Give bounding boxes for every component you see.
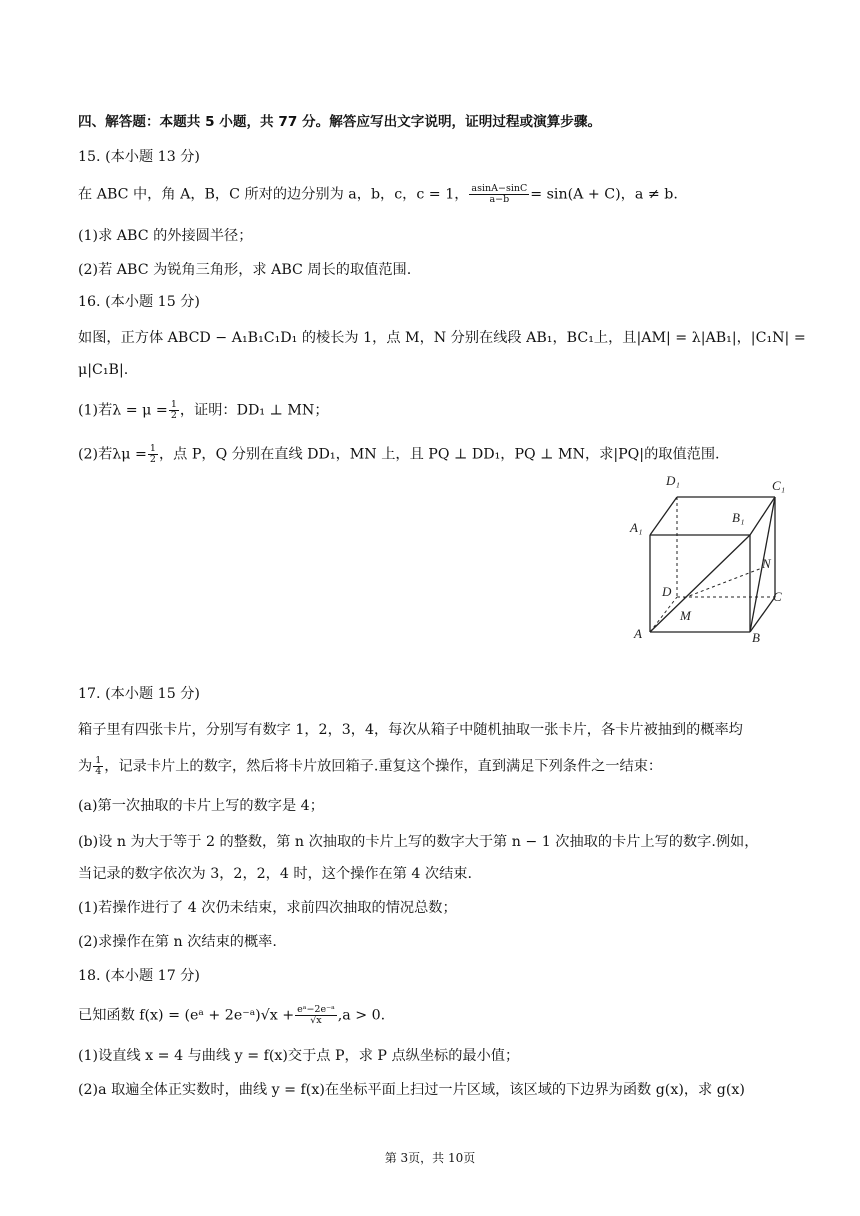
q17-frac-den: 4 [95, 766, 102, 777]
q16-part1 [78, 400, 329, 421]
q16-part1-frac-den: 2 [170, 410, 177, 421]
q16-header: 16. (本小题 15 分) [78, 294, 200, 310]
section-heading: 四、解答题：本题共 5 小题，共 77 分。解答应写出文字说明，证明过程或演算步骤。 [78, 114, 602, 130]
q17-fraction [93, 756, 103, 777]
q17-cond-b-line2: 当记录的数字依次为 3，2，2，4 时，这个操作在第 4 次结束. [78, 866, 472, 882]
q18-header: 18. (本小题 17 分) [78, 968, 200, 984]
q17-part1: (1)若操作进行了 4 次仍未结束，求前四次抽取的情况总数； [78, 900, 457, 916]
q16-part1-a: (1)若λ = μ = [78, 402, 168, 419]
q16-part2-b: ，点 P，Q 分别在直线 DD₁，MN 上，且 PQ ⊥ DD₁，PQ ⊥ MN，求|PQ|的取值范围. [158, 446, 720, 463]
q17-stem-line2-a: 为 [78, 758, 93, 775]
q18-part2: (2)a 取遍全体正实数时，曲线 y = f(x)在坐标平面上扫过一片区域，该区域的下边界为函数 g(x)，求 g(x) [78, 1082, 745, 1098]
label-n: N [762, 556, 771, 571]
q15-part1: (1)求 ABC 的外接圆半径； [78, 228, 253, 244]
q16-part2-fraction [148, 444, 158, 465]
label-b1: B₁ [732, 510, 745, 525]
q17-stem-line1: 箱子里有四张卡片，分别写有数字 1，2，3，4，每次从箱子中随机抽取一张卡片，各卡片被抽到的概率均 [78, 722, 743, 738]
q15-stem [78, 184, 678, 205]
q15-stem-b: = sin(A + C)，a ≠ b. [530, 186, 678, 203]
q16-part2 [78, 444, 720, 465]
q15-frac-num: asinA−sinC [471, 183, 528, 194]
q16-part2-frac-num: 1 [149, 443, 156, 454]
q15-frac-den: a−b [489, 194, 510, 205]
q18-fraction [295, 1005, 337, 1026]
label-c1: C₁ [772, 478, 786, 493]
q18-stem-a: 已知函数 f(x) = (eᵃ + 2e⁻ᵃ)√x + [78, 1007, 295, 1024]
page-footer: 第 3页，共 10页 [384, 1151, 476, 1165]
q15-part2: (2)若 ABC 为锐角三角形，求 ABC 周长的取值范围. [78, 262, 412, 278]
label-c: C [773, 589, 782, 604]
edge-a1-d1 [650, 497, 677, 535]
label-m: M [680, 608, 691, 623]
q17-cond-a: (a)第一次抽取的卡片上写的数字是 4； [78, 798, 324, 814]
q18-frac-den: √x [310, 1015, 322, 1026]
q17-stem-line2 [78, 756, 662, 777]
q17-frac-num: 1 [95, 755, 102, 766]
label-d1: D₁ [666, 473, 680, 488]
q16-part1-b: ，证明：DD₁ ⊥ MN； [179, 402, 329, 419]
hidden-edge-a-d [650, 597, 677, 632]
q16-part2-a: (2)若λμ = [78, 446, 147, 463]
q16-part1-frac-num: 1 [170, 399, 177, 410]
q16-part2-frac-den: 2 [149, 454, 156, 465]
q17-stem-line2-b: ，记录卡片上的数字，然后将卡片放回箱子.重复这个操作，直到满足下列条件之一结束： [104, 758, 663, 775]
q17-part2: (2)求操作在第 n 次结束的概率. [78, 934, 277, 950]
label-a: A [634, 626, 642, 641]
label-b: B [752, 630, 760, 645]
cube-figure [620, 470, 800, 650]
q17-cond-b-line1: (b)设 n 为大于等于 2 的整数，第 n 次抽取的卡片上写的数字大于第 n − 1 次抽取的卡片上写的数字.例如， [78, 834, 759, 850]
q18-frac-num: eᵃ−2e⁻ᵃ [297, 1004, 335, 1015]
q18-stem [78, 1005, 385, 1026]
q18-stem-b: ,a > 0. [337, 1007, 386, 1024]
q15-stem-a: 在 ABC 中，角 A，B，C 所对的边分别为 a，b，c，c = 1， [78, 186, 469, 203]
q16-stem-line1: 如图，正方体 ABCD − A₁B₁C₁D₁ 的棱长为 1，点 M，N 分别在线段 AB₁，BC₁上，且|AM| = λ|AB₁|，|C₁N| = [78, 330, 806, 346]
q18-part1: (1)设直线 x = 4 与曲线 y = f(x)交于点 P，求 P 点纵坐标的最小值； [78, 1048, 520, 1064]
q17-header: 17. (本小题 15 分) [78, 686, 200, 702]
q16-part1-fraction [169, 400, 179, 421]
label-d: D [662, 584, 672, 599]
q15-header: 15. (本小题 13 分) [78, 149, 200, 165]
label-a1: A₁ [630, 520, 643, 535]
q15-fraction [469, 184, 529, 205]
q16-stem-line2: μ|C₁B|. [78, 362, 129, 378]
